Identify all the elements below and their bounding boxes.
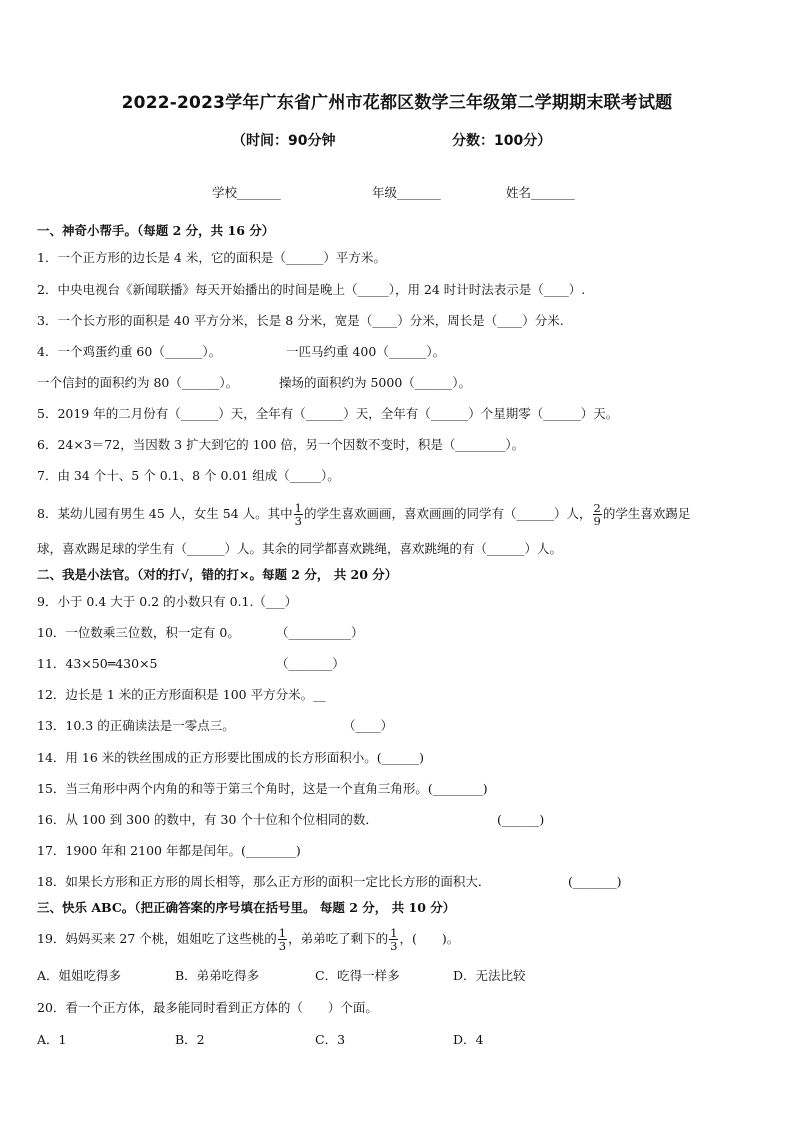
- question-11: 11．43×50═430×5: [37, 656, 158, 671]
- question-12: 12．边长是 1 米的正方形面积是 100 平方分米。__: [37, 687, 326, 702]
- school-field[interactable]: 学校_______: [212, 185, 281, 200]
- question-7: 7．由 34 个十、5 个 0.1、8 个 0.01 组成（_____）。: [37, 468, 340, 483]
- question-19: [37, 922, 459, 956]
- question-8-text-1: 8．某幼儿园有男生 45 人，女生 54 人。其中: [37, 506, 293, 521]
- question-16: 16．从 100 到 300 的数中，有 30 个十位和个位相同的数．: [37, 812, 378, 827]
- question-3: 3．一个长方形的面积是 40 平方分米，长是 8 分米，宽是（____）分米，周长是（____）分米.: [37, 313, 564, 328]
- page-title: 2022-2023学年广东省广州市花都区数学三年级第二学期期末联考试题: [121, 93, 673, 113]
- question-11-answer[interactable]: （_______）: [276, 656, 345, 671]
- fraction-one-third: [278, 927, 287, 952]
- section2-heading: 二、我是小法官。（对的打√，错的打×。每题 2 分， 共 20 分）: [37, 567, 398, 582]
- question-16-answer[interactable]: (______): [497, 812, 545, 827]
- section1-heading: 一、神奇小帮手。（每题 2 分，共 16 分）: [37, 223, 275, 238]
- question-18: 18．如果长方形和正方形的周长相等，那么正方形的面积一定比长方形的面积大．: [37, 874, 491, 889]
- question-8: [37, 497, 690, 531]
- question-19-text-1: 19．妈妈买来 27 个桃，姐姐吃了这些桃的: [37, 931, 277, 946]
- question-19-text-2: ，弟弟吃了剩下的: [288, 931, 389, 946]
- question-4a: 4．一个鸡蛋约重 60（______）。: [37, 344, 222, 359]
- question-6: 6．24×3＝72，当因数 3 扩大到它的 100 倍，另一个因数不变时，积是（________）。: [37, 437, 525, 452]
- fraction-denominator: 3: [294, 514, 302, 528]
- option-a[interactable]: A．姐姐吃得多: [37, 968, 122, 983]
- fraction-numerator: 1: [390, 926, 398, 940]
- exam-time: （时间：90分钟: [232, 133, 336, 149]
- section3-heading: 三、快乐 ABC。（把正确答案的序号填在括号里。 每题 2 分， 共 10 分）: [37, 900, 456, 915]
- option-b[interactable]: B．弟弟吃得多: [175, 968, 260, 983]
- question-8-text-2: 的学生喜欢画画，喜欢画画的同学有（______）人，: [304, 506, 592, 521]
- question-14: 14．用 16 米的铁丝围成的正方形要比围成的长方形面积小。(______): [37, 750, 425, 765]
- name-field[interactable]: 姓名_______: [506, 185, 575, 200]
- fraction-denominator: 3: [390, 939, 398, 953]
- option-a[interactable]: A．1: [37, 1032, 67, 1047]
- question-1: 1．一个正方形的边长是 4 米，它的面积是（______）平方米。: [37, 250, 386, 265]
- fraction-one-third: [294, 502, 303, 527]
- fraction-numerator: 1: [294, 501, 302, 515]
- fraction-denominator: 3: [278, 939, 287, 953]
- option-c[interactable]: C．3: [315, 1032, 346, 1047]
- grade-field[interactable]: 年级_______: [372, 185, 441, 200]
- option-d[interactable]: D．无法比较: [453, 968, 526, 983]
- fraction-one-third: [389, 927, 398, 952]
- question-2: 2．中央电视台《新闻联播》每天开始播出的时间是晚上（_____），用 24 时计时法表示是（____）.: [37, 282, 586, 297]
- fraction-numerator: 2: [593, 501, 601, 515]
- option-b[interactable]: B．2: [175, 1032, 205, 1047]
- question-4d: 操场的面积约为 5000（______）。: [279, 375, 472, 390]
- question-19-text-3: ，( )。: [399, 931, 460, 946]
- question-17: 17．1900 年和 2100 年都是闰年。(________): [37, 843, 301, 858]
- exam-score: 分数：100分）: [452, 133, 552, 149]
- question-10-answer[interactable]: （__________）: [276, 625, 364, 640]
- question-10: 10．一位数乘三位数，积一定有 0。: [37, 625, 240, 640]
- question-20: 20．看一个正方体，最多能同时看到正方体的（ ）个面。: [37, 1000, 378, 1015]
- question-9: 9．小于 0.4 大于 0.2 的小数只有 0.1.（___）: [37, 594, 298, 609]
- fraction-two-ninths: [593, 502, 602, 527]
- question-4c: 一个信封的面积约为 80（______）。: [37, 375, 239, 390]
- question-5: 5．2019 年的二月份有（______）天，全年有（______）天，全年有（______）个星期零（______）天。: [37, 406, 619, 421]
- question-13-answer[interactable]: （____）: [343, 718, 394, 733]
- question-4b: 一匹马约重 400（______）。: [286, 344, 446, 359]
- question-13: 13．10.3 的正确读法是一零点三。: [37, 718, 235, 733]
- question-8-text-3: 的学生喜欢踢足: [602, 506, 691, 521]
- option-d[interactable]: D．4: [453, 1032, 484, 1047]
- fraction-numerator: 1: [278, 926, 287, 940]
- question-18-answer[interactable]: (_______): [568, 874, 622, 889]
- question-8-line-2: 球，喜欢踢足球的学生有（______）人。其余的同学都喜欢跳绳，喜欢跳绳的有（______）人。: [37, 541, 563, 556]
- question-15: 15．当三角形中两个内角的和等于第三个角时，这是一个直角三角形。(________): [37, 781, 488, 796]
- fraction-denominator: 9: [593, 514, 601, 528]
- option-c[interactable]: C．吃得一样多: [315, 968, 400, 983]
